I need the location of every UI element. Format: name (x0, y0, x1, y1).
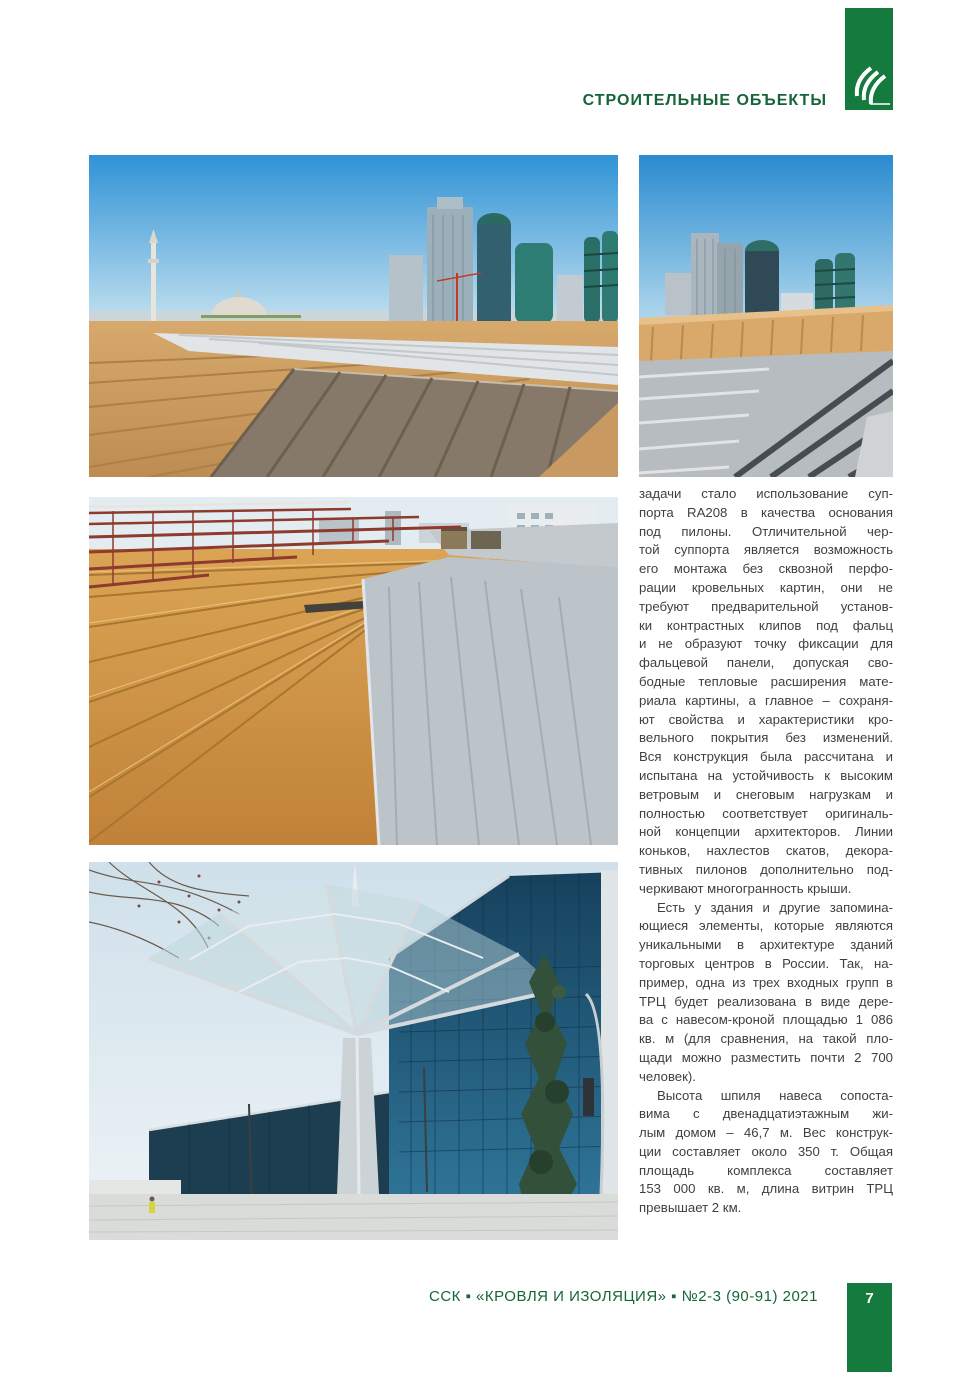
article-line: человек). (639, 1068, 696, 1084)
article-line: Есть у здания и другие запомина- (657, 899, 893, 915)
article-line: площадь комплекса составляет (639, 1162, 893, 1178)
article-line: риала картины, а главное – сохраня- (639, 692, 893, 708)
article-line: вима с двенадцатиэтажным жи- (639, 1106, 893, 1122)
article-line: ции составляет около 350 т. Общая (639, 1143, 893, 1159)
photo-roof-city-skyline (89, 155, 618, 477)
article-line: превышает 2 км. (639, 1200, 742, 1216)
article-line: испытана на устойчивость к высоким (639, 767, 893, 783)
photo-roof-construction (89, 497, 618, 845)
article-line: и не образуют точку фиксации для (639, 636, 893, 652)
article-line: полностью соответствует оригиналь- (639, 805, 893, 821)
article-line: черкивают многогранность крыши. (639, 880, 852, 896)
article-line: ТРЦ будет реализована в виде дере- (639, 993, 893, 1009)
worker-vest (149, 1202, 155, 1213)
article-line: его монтажа без сквозной перфо- (639, 561, 893, 577)
publisher-logo (845, 8, 893, 110)
article-line: ва с навесом-кроной площадью 1 086 (639, 1012, 893, 1028)
article-line: щади можно разместить почти 2 700 (639, 1049, 893, 1065)
article-line: ющиеся элементы, которые являются (639, 918, 893, 934)
article-line: требуют предварительной установ- (639, 598, 893, 614)
gray-panel-wedge (363, 557, 618, 845)
article-line: рации кровельных картин, они не (639, 579, 893, 595)
article-line: ной концепции архитекторов. Линии (639, 824, 893, 840)
photo-mall-glass-entrance (89, 862, 618, 1240)
page-number: 7 (865, 1290, 874, 1307)
article-line: лым домом – 46,7 м. Вес конструк- (639, 1125, 893, 1141)
article-line: вельного покрытия без изменений. (639, 730, 893, 746)
article-line: Высота шпиля навеса сопоста- (657, 1087, 893, 1103)
photo-roof-detail-towers (639, 155, 893, 477)
article-line: задачи стало использование суп- (639, 486, 893, 501)
article-line: ки контрастных клипов под фальц (639, 617, 893, 633)
article-line: бодные тепловые расширения мате- (639, 673, 893, 689)
article-line: уникальными в архитектуре зданий (639, 937, 893, 953)
article-line: 153 000 кв. м, длина витрин ТРЦ (639, 1181, 893, 1197)
section-heading: СТРОИТЕЛЬНЫЕ ОБЪЕКТЫ (582, 92, 827, 109)
article-line: ветровым и снеговым нагрузкам и (639, 786, 893, 802)
article-line: пример, одна из трех входных групп в (639, 974, 893, 990)
article-line: той суппорта является возможность (639, 542, 893, 558)
article-line: под пилоны. Отличительной чер- (639, 523, 893, 539)
pole-sign (583, 1078, 594, 1116)
journal-footer: ССК ▪ «КРОВЛЯ И ИЗОЛЯЦИЯ» ▪ №2-3 (90-91) 2021 (429, 1288, 818, 1305)
article-line: фальцевой панели, допуская сво- (639, 655, 893, 671)
page-number-badge (847, 1283, 892, 1372)
golden-roof (89, 321, 618, 477)
article-line: торговых центров в России. Так, на- (639, 955, 893, 971)
article-line: Вся конструкция была рассчитана и (639, 749, 893, 765)
article-line: ют свойства и характеристики кро- (639, 711, 893, 727)
article-text (639, 485, 893, 1218)
article-line: коньков, нахлестов скатов, декора- (639, 843, 893, 859)
article-line: тивных пилонов дополнительно под- (639, 861, 893, 877)
article-line: кв. м (для сравнения, на такой пло- (639, 1031, 893, 1047)
gray-roof-foreground (639, 351, 893, 477)
logo-leaves-icon (845, 8, 893, 110)
article-line: порта RA208 в качества основания (639, 504, 893, 520)
